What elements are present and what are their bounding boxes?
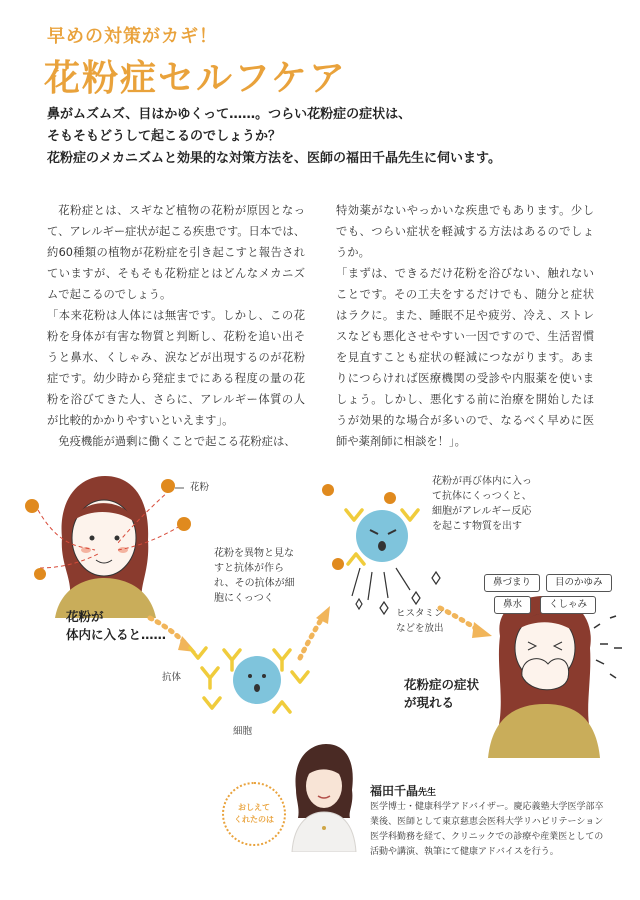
step2-caption <box>214 546 295 606</box>
caption-line: を起こす物質を出す <box>432 521 522 532</box>
step1-caption <box>66 608 166 644</box>
doctor-honorific: 先生 <box>418 788 437 798</box>
badge-line: くれたのは <box>234 815 274 824</box>
doctor-name <box>370 782 436 799</box>
lead-line: そもそもどうして起こるのでしょうか？ <box>47 129 282 144</box>
step4-caption <box>404 676 479 712</box>
sneezing-woman-illustration <box>488 596 600 758</box>
caption-line: 花粉を異物と見な <box>214 548 294 559</box>
symptom-tag: くしゃみ <box>540 596 596 614</box>
histamine-caption <box>396 606 444 636</box>
caption-line: などを放出 <box>396 623 444 634</box>
caption-line: 体内に入ると…… <box>66 627 167 642</box>
badge-taught-by <box>222 782 286 846</box>
symptom-tag: 目のかゆみ <box>546 574 612 592</box>
lead-line: 鼻がムズムズ、目はかゆくって……。つらい花粉症の症状は、 <box>47 107 412 122</box>
woman-illustration <box>55 476 156 618</box>
lead-line: 花粉症のメカニズムと効果的な対策方法を、医師の福田千晶先生に伺います。 <box>47 151 501 166</box>
paragraph: 免疫機能が過剰に働くことで起こる花粉症は、 <box>58 435 296 448</box>
caption-line: 花粉が <box>66 609 104 624</box>
caption-line: れ、その抗体が細 <box>214 578 295 589</box>
page-title: 花粉症セルフケア <box>44 58 347 99</box>
caption-line: 花粉症の症状 <box>404 677 480 692</box>
label-pollen: 花粉 <box>190 482 210 493</box>
caption-line: て抗体にくっつくと、 <box>432 491 532 502</box>
label-cell: 細胞 <box>233 726 253 737</box>
kicker: 早めの対策がカギ！ <box>47 26 218 47</box>
caption-line: が現れる <box>404 695 455 710</box>
caption-line: すと抗体が作ら <box>214 563 284 574</box>
article-column-right <box>336 200 594 452</box>
paragraph: 特効薬がないやっかいな疾患でもあります。少しでも、つらい症状を軽減する方法はあるのでしょうか。 <box>336 204 594 259</box>
doctor-portrait <box>288 742 358 852</box>
doctor-bio: 医学博士・健康科学アドバイザー。慶応義塾大学医学部卒業後、医師として東京慈恵会医科大学リハビリテーション医学科勤務を経て、クリニックでの診療や産業医としての活動や講演、執筆にて健康アドバイスを行う。 <box>370 802 604 857</box>
step3-caption <box>432 474 532 534</box>
doctor-name-text: 福田千晶 <box>370 784 419 798</box>
article-column-left <box>47 200 305 452</box>
badge-line: おしえて <box>238 803 270 812</box>
lead-text <box>47 104 607 170</box>
paragraph: 「まずは、できるだけ花粉を浴びない、触れないことです。その工夫をするだけでも、随分と症状はラクに。また、睡眠不足や疲労、冷え、ストレスなども悪化させやすい一因ですので、生活習慣を見直すことも症状の軽減につながります。あまりにつらければ医療機関の受診や内服薬を使いましょう。しかし、悪化する前に治療を開始したほうが効果的な場合が多いので、なるべく早めに医師や薬剤師に相談を！」。 <box>336 267 594 448</box>
cell-icon <box>233 656 281 704</box>
caption-line: ヒスタミン <box>396 608 444 619</box>
paragraph: 花粉症とは、スギなど植物の花粉が原因となって、アレルギー症状が起こる疾患です。日本では、約60種類の植物が花粉症を引き起こすと報告されていますが、そもそも花粉症とはどんなメカニズムで起こるのでしょう。 <box>47 204 305 301</box>
caption-line: 胞にくっつく <box>214 593 274 604</box>
cell-icon <box>356 510 408 562</box>
mechanism-illustration <box>0 468 640 758</box>
label-antibody: 抗体 <box>162 672 182 683</box>
symptom-tag: 鼻づまり <box>484 574 540 592</box>
caption-line: 細胞がアレルギー反応 <box>432 506 532 517</box>
paragraph: 「本来花粉は人体には無害です。しかし、この花粉を身体が有害な物質と判断し、花粉を追い出そうと鼻水、くしゃみ、涙などが出現するのが花粉症です。幼少時から発症までにある程度の量の花粉を浴びてきた人、さらに、アレルギー体質の人が比較的かかりやすいといえます」。 <box>47 309 305 427</box>
symptom-tag: 鼻水 <box>494 596 531 614</box>
caption-line: 花粉が再び体内に入っ <box>432 476 532 487</box>
